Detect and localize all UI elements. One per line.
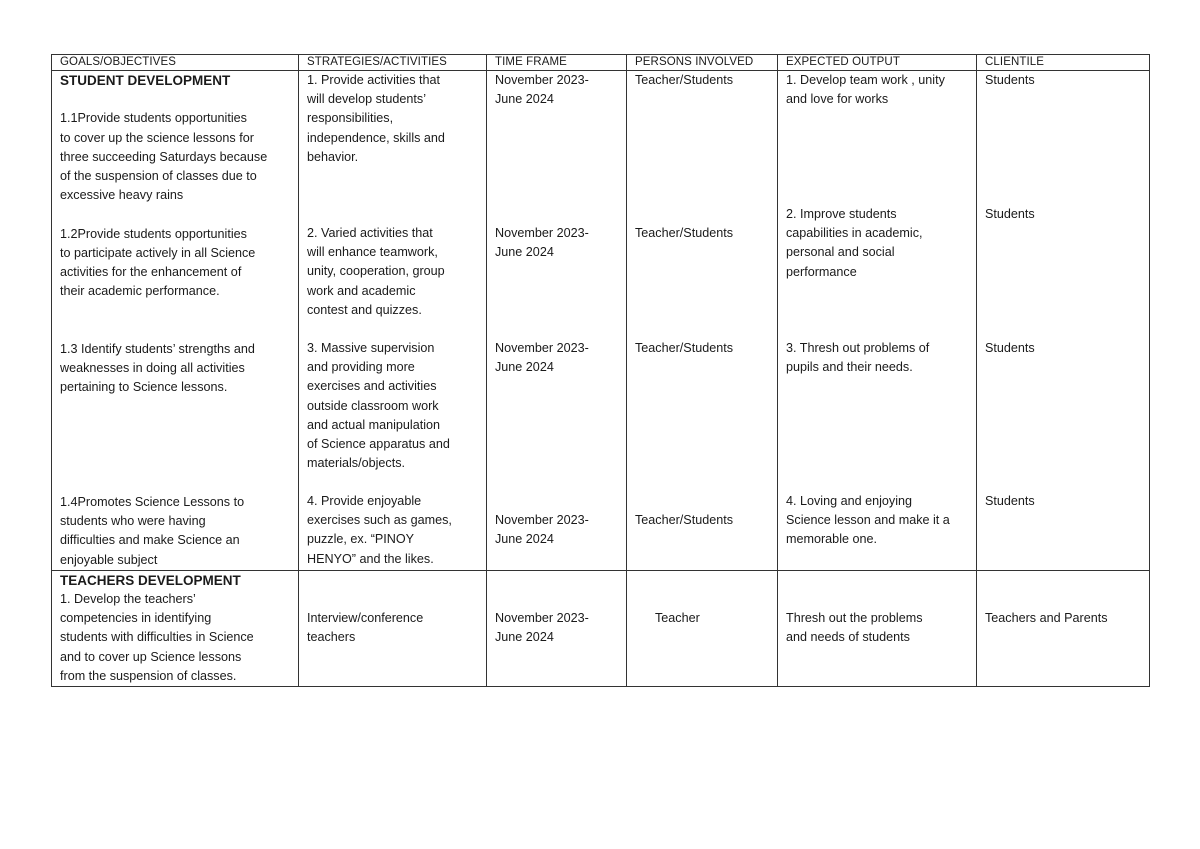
teacher-output: Thresh out the problems and needs of students <box>786 611 923 645</box>
teacher-output-cell <box>778 570 977 686</box>
teacher-strategy-cell <box>299 570 487 686</box>
clientele-2: Students <box>985 207 1035 221</box>
teacher-persons: Teacher <box>655 611 700 626</box>
header-goals: GOALS/OBJECTIVES <box>52 55 299 71</box>
persons-4: Teacher/Students <box>635 513 734 527</box>
student-strategies-cell <box>299 71 487 571</box>
output-1: 1. Develop team work , unity and love for works <box>786 73 945 107</box>
strategy-1: 1. Provide activities that will develop students’ responsibilities, independence, skills and behavior. <box>307 73 445 164</box>
goal-1-1: 1.1Provide students opportunities to cover up the science lessons for three succeeding Saturdays because of the suspension of classes due to excessive heavy rains <box>60 111 268 203</box>
time-frame-2: November 2023- June 2024 <box>495 226 589 260</box>
header-expected-output: EXPECTED OUTPUT <box>778 55 977 71</box>
student-time-frame-cell <box>487 71 627 571</box>
time-frame-3: November 2023- June 2024 <box>495 341 589 375</box>
persons-2: Teacher/Students <box>635 226 734 240</box>
student-clientele-cell <box>977 71 1150 571</box>
output-3: 3. Thresh out problems of pupils and their needs. <box>786 341 930 375</box>
persons-1: Teacher/Students <box>635 73 734 87</box>
student-outputs-cell <box>778 71 977 571</box>
persons-3: Teacher/Students <box>635 341 734 355</box>
section-title-student: STUDENT DEVELOPMENT <box>60 73 231 88</box>
time-frame-1: November 2023- June 2024 <box>495 73 589 107</box>
teacher-goals-cell <box>52 570 299 686</box>
teacher-goal-1: 1. Develop the teachers’ competencies in identifying students with difficulties in Science and to cover up Science lessons from the suspension of classes. <box>60 591 254 683</box>
student-persons-cell <box>627 71 778 571</box>
teacher-clientele-cell <box>977 570 1150 686</box>
strategy-2: 2. Varied activities that will enhance teamwork, unity, cooperation, group work and academic contest and quizzes. <box>307 226 445 317</box>
clientele-4: Students <box>985 494 1035 508</box>
student-goals-cell <box>52 71 299 571</box>
output-2: 2. Improve students capabilities in academic, personal and social performance <box>786 207 923 279</box>
output-4: 4. Loving and enjoying Science lesson and make it a memorable one. <box>786 494 950 547</box>
time-frame-4: November 2023- June 2024 <box>495 513 589 547</box>
header-row <box>52 55 1150 71</box>
header-time-frame: TIME FRAME <box>487 55 627 71</box>
teacher-clientele: Teachers and Parents <box>985 611 1108 626</box>
action-plan-table <box>51 54 1150 687</box>
goal-1-4: 1.4Promotes Science Lessons to students who were having difficulties and make Science an enjoyable subject <box>60 494 245 567</box>
teacher-development-row <box>52 570 1150 686</box>
strategy-4: 4. Provide enjoyable exercises such as games, puzzle, ex. “PINOY HENYO” and the likes. <box>307 494 452 566</box>
header-strategies: STRATEGIES/ACTIVITIES <box>299 55 487 71</box>
clientele-3: Students <box>985 341 1035 355</box>
teacher-strategy: Interview/conference teachers <box>307 611 424 645</box>
strategy-3: 3. Massive supervision and providing more exercises and activities outside classroom work and actual manipulation of Science apparatus and materials/objects. <box>307 341 450 471</box>
goal-1-3: 1.3 Identify students’ strengths and weaknesses in doing all activities pertaining to Science lessons. <box>60 341 255 395</box>
header-persons-involved: PERSONS INVOLVED <box>627 55 778 71</box>
student-development-row <box>52 71 1150 571</box>
teacher-time-frame-cell <box>487 570 627 686</box>
teacher-persons-cell <box>627 570 778 686</box>
header-clientele: CLIENTILE <box>977 55 1150 71</box>
teacher-time-frame: November 2023- June 2024 <box>495 611 589 645</box>
section-title-teacher: TEACHERS DEVELOPMENT <box>60 572 241 588</box>
clientele-1: Students <box>985 73 1035 87</box>
goal-1-2: 1.2Provide students opportunities to participate actively in all Science activities for the enhancement of their academic performance. <box>60 226 256 299</box>
